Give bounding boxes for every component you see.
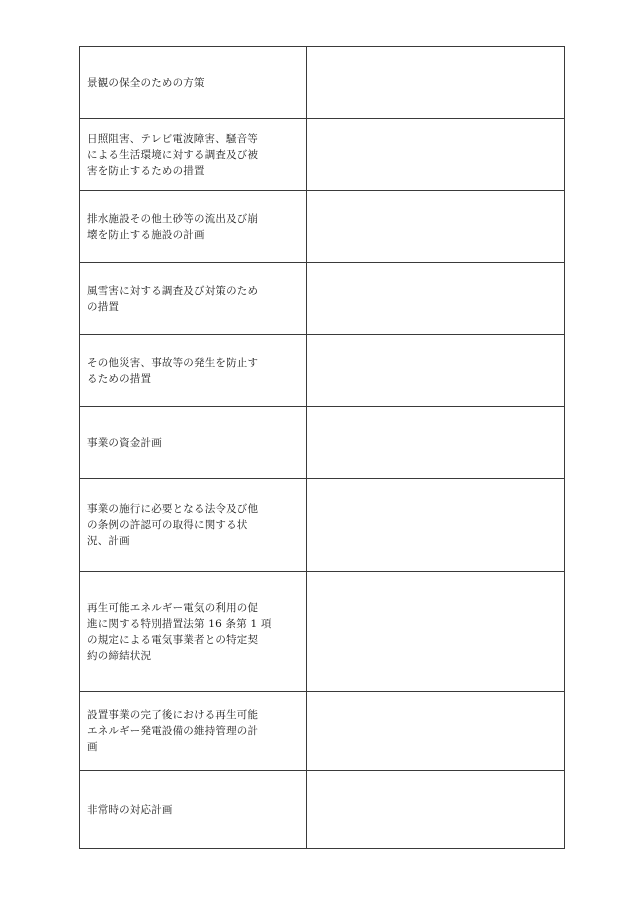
row-value-cell[interactable] [307,191,565,263]
row-label-cell [80,572,307,692]
application-form-table [79,46,565,849]
table-row [80,479,565,572]
row-value-cell[interactable] [307,263,565,335]
table-row [80,771,565,849]
row-label-cell [80,479,307,572]
row-label-cell [80,692,307,771]
row-label-cell [80,119,307,191]
table-row [80,692,565,771]
row-value-cell[interactable] [307,119,565,191]
row-label-cell [80,263,307,335]
row-value-cell[interactable] [307,335,565,407]
row-value-cell[interactable] [307,692,565,771]
row-value-cell[interactable] [307,572,565,692]
row-label: 日照阻害、テレビ電波障害、騒音等 による生活環境に対する調査及び被 害を防止するための措置 [87,132,259,177]
table-row [80,407,565,479]
row-value-cell[interactable] [307,47,565,119]
table-row [80,119,565,191]
row-label-cell [80,191,307,263]
row-label-cell [80,335,307,407]
row-label-cell [80,771,307,849]
row-label: 非常時の対応計画 [87,803,173,816]
table-row [80,335,565,407]
table-row [80,191,565,263]
row-label: 景観の保全のための方策 [87,76,205,89]
row-label: 設置事業の完了後における再生可能 エネルギー発電設備の維持管理の計 画 [87,709,259,753]
row-label: その他災害、事故等の発生を防止す るための措置 [87,356,259,385]
row-label-cell [80,47,307,119]
row-label-cell [80,407,307,479]
table-row [80,572,565,692]
row-label: 再生可能エネルギー電気の利用の促 進に関する特別措置法第 16 条第 1 項 の規定による電気事業者との特定契 約の締結状況 [87,601,272,662]
row-label: 事業の施行に必要となる法令及び他 の条例の許認可の取得に関する状 況、計画 [87,503,259,547]
row-value-cell[interactable] [307,407,565,479]
row-label: 事業の資金計画 [87,436,162,449]
table-row [80,263,565,335]
row-label: 風雪害に対する調査及び対策のため の措置 [87,284,259,313]
row-label: 排水施設その他土砂等の流出及び崩 壊を防止する施設の計画 [87,212,259,241]
row-value-cell[interactable] [307,479,565,572]
table-row [80,47,565,119]
row-value-cell[interactable] [307,771,565,849]
